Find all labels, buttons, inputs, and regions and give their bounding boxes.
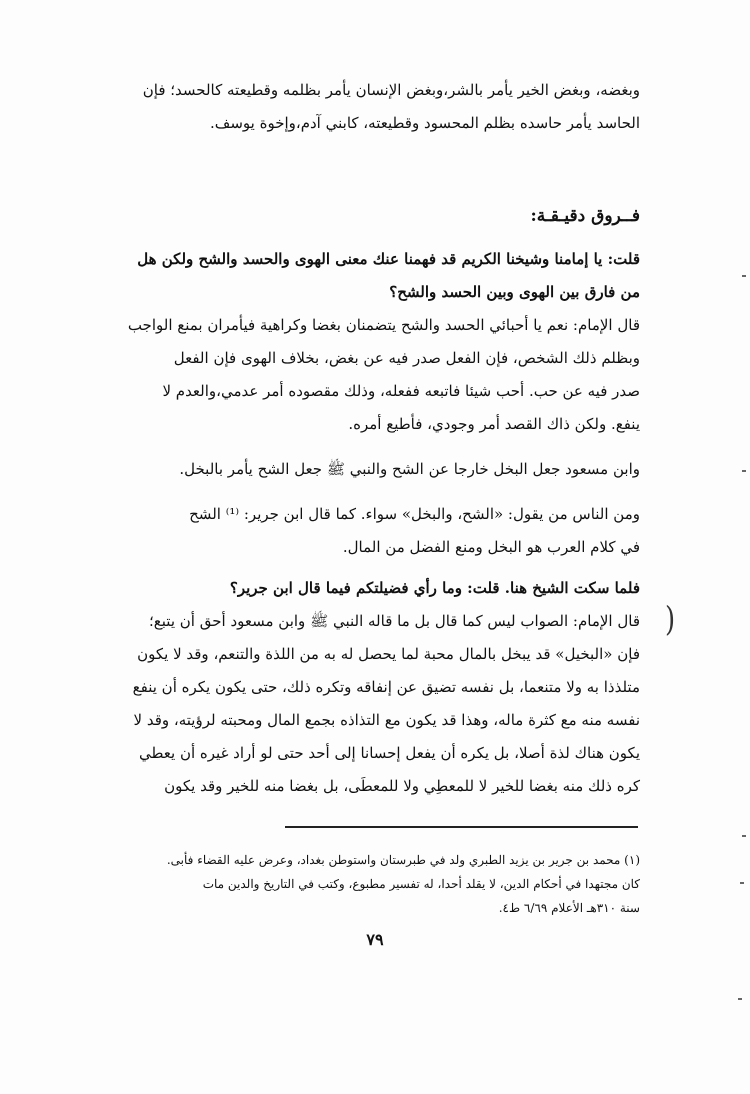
margin-parenthesis-mark: ) (665, 600, 676, 640)
people-say-line: في كلام العرب هو البخل ومنع الفضل من المال. (342, 538, 640, 556)
footnote-line: سنة ٣١٠هـ الأعلام ٦/٦٩ ط٤. (498, 901, 640, 915)
footnote-line: (١) محمد بن جرير بن يزيد الطبري ولد في طبرستان واستوطن بغداد، وعرض عليه القضاء فأبى. (166, 853, 640, 867)
footnote-block (140, 848, 640, 920)
main-text (95, 243, 640, 803)
margin-dot-mark (742, 470, 746, 472)
answer-line: صدر فيه عن حب. أحب شيئا فاتبعه ففعله، وذلك مقصوده أمر عدمي،والعدم لا (162, 382, 640, 400)
answer-line: قال الإمام: الصواب ليس كما قال بل ما قاله النبي ﷺ وابن مسعود أحق أن يتبع؛ (149, 612, 640, 630)
answer-line: كره ذلك منه بغضا للخير لا للمعطِي ولا للمعطَى، بل بغضا منه للخير وقد يكون (164, 777, 640, 795)
answer-line: فإن «البخيل» قد يبخل بالمال محبة لما يحصل له به من اللذة والتنعم، وقد لا يكون (137, 645, 640, 663)
margin-dot-mark (742, 275, 746, 277)
ibn-masud-line: وابن مسعود جعل البخل خارجا عن الشح والنبي ﷺ جعل الشح يأمر بالبخل. (179, 460, 640, 478)
text-line: الحاسد يأمر حاسده بظلم المحسود وقطيعته، كابني آدم،وإخوة يوسف. (210, 114, 640, 132)
answer-line: متلذذا به ولا متنعما، بل نفسه تضيق عن إنفاقه وتكره ذلك، حتى يكون يكره أن ينفع (132, 678, 640, 696)
page-number: ٧٩ (366, 930, 384, 949)
footnote-divider (285, 826, 638, 828)
question-line: من فارق بين الهوى وبين الحسد والشح؟ (389, 283, 640, 301)
question-line: فلما سكت الشيخ هنا. قلت: وما رأي فضيلتكم فيما قال ابن جرير؟ (229, 579, 640, 597)
answer-line: ينفع. ولكن ذاك القصد أمر وجودي، فأطيع أمره. (348, 415, 640, 433)
people-say-line: ومن الناس من يقول: «الشح، والبخل» سواء. كما قال ابن جرير: ⁽¹⁾ الشح (189, 505, 640, 523)
section-heading: فــروق دقيـقـة: (530, 206, 640, 226)
text-line: وبغضه، وبغض الخير يأمر بالشر،وبغض الإنسان يأمر بظلمه وقطيعته كالحسد؛ فإن (142, 81, 640, 99)
margin-dot-mark (742, 835, 746, 837)
answer-line: يكون هناك لذة أصلا، بل يكره أن يفعل إحسانا إلى أحد حتى لو أراد غيره أن يعطي (138, 744, 640, 762)
answer-line: قال الإمام: نعم يا أحبائي الحسد والشح يتضمنان بغضا وكراهية فيأمران بمنع الواجب (127, 316, 640, 334)
margin-dot-mark (740, 882, 744, 884)
footnote-line: كان مجتهدا في أحكام الدين، لا يقلد أحدا، له تفسير مطبوع، وكتب في التاريخ والدين مات (202, 877, 640, 891)
answer-line: وبظلم ذلك الشخص، فإن الفعل صدر فيه عن بغض، بخلاف الهوى فإن الفعل (173, 349, 640, 367)
margin-dot-mark (738, 998, 742, 1000)
question-line: قلت: يا إمامنا وشيخنا الكريم قد فهمنا عنك معنى الهوى والحسد والشح ولكن هل (137, 250, 640, 268)
answer-line: نفسه منه مع كثرة ماله، وهذا قد يكون مع التذاذه بجمع المال ومحبته لرؤيته، وقد لا (133, 711, 640, 729)
paragraph-envy (95, 74, 640, 140)
